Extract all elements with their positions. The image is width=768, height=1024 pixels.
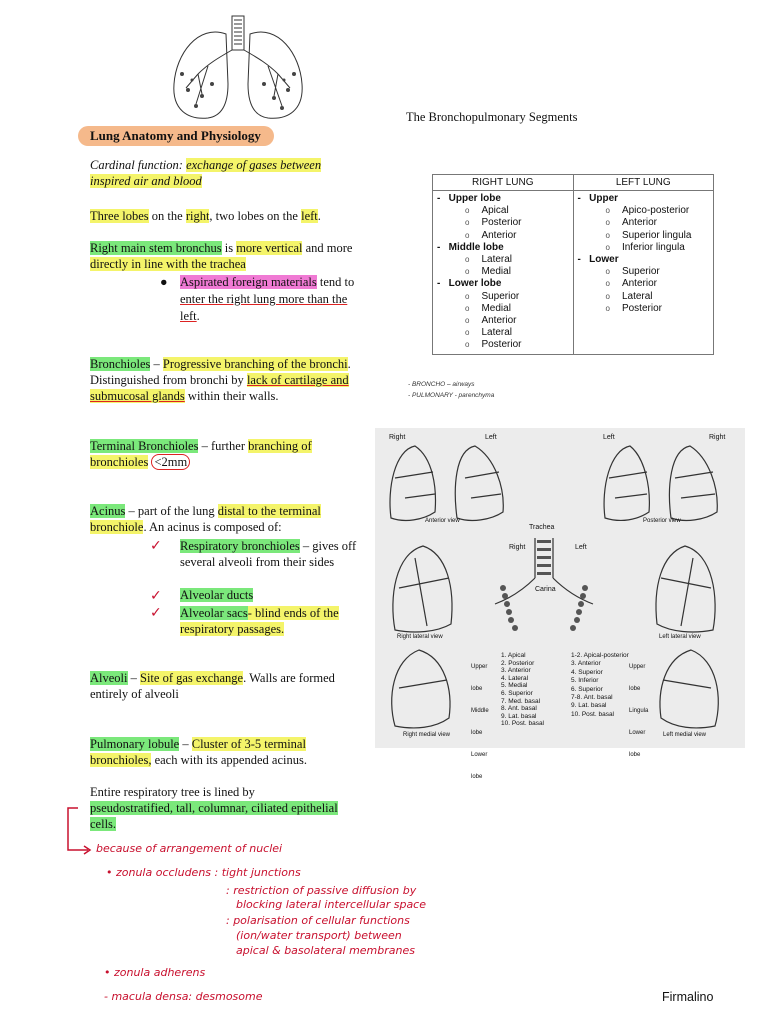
ac-p3: distal to the terminal bronchiole <box>90 504 321 534</box>
rb-p2: is <box>221 241 237 255</box>
hand-l3: : restriction of passive diffusion by <box>226 884 417 897</box>
right-lobe: - Middle lobe <box>437 241 504 253</box>
left-lobe-upper: Upper <box>589 193 619 204</box>
legend-item: 3. Anterior <box>501 667 531 675</box>
lobes-text <box>90 208 360 224</box>
rb-p1: Right main stem bronchus <box>90 241 222 255</box>
lobes-p6: . <box>317 209 321 223</box>
br-p4: . Distinguished from bronchi by <box>90 357 351 387</box>
rb-bullet1: Aspirated foreign materials <box>180 275 317 289</box>
lobes-p3: right <box>185 209 210 223</box>
ln-p2: pseudostratified, tall, columnar, ciliated epithelial cells. <box>90 801 338 831</box>
lb-p2: – <box>179 737 192 751</box>
legend-lobe: Lower lobe <box>471 752 488 780</box>
ac-item3b: - blind ends of the respiratory passages. <box>180 606 339 636</box>
legend-item: 4. Lateral <box>501 674 529 682</box>
segment-item: o Apico-posterior <box>578 205 710 217</box>
bronchioles-text <box>90 356 360 404</box>
segments-diagram <box>375 428 745 780</box>
bracket-arrow <box>60 800 100 860</box>
right-lung-cell <box>433 191 574 355</box>
ac-p2: – part of the lung <box>125 504 218 518</box>
left-lung-header: LEFT LUNG <box>573 175 714 191</box>
diagram-label-left-lateral: Left lateral view <box>659 634 701 640</box>
segment-item: o Anterior <box>437 230 569 242</box>
right-lobe: - Upper lobe <box>437 193 501 204</box>
diagram-label-posterior: Posterior view <box>643 518 681 524</box>
acinus-item-2 <box>180 587 253 603</box>
hand-l9: - macula densa: desmosome <box>104 990 263 1003</box>
legend-item: 6. Superior <box>571 685 603 693</box>
rb-p5: directly in line with the trachea <box>90 257 246 271</box>
segment-item: o Lateral <box>437 327 569 339</box>
hand-l1: because of arrangement of nuclei <box>96 842 283 855</box>
legend-lobe: Lingula <box>629 708 649 714</box>
note-broncho: - BRONCHO – airways <box>408 381 475 388</box>
lung-illustration <box>168 14 308 126</box>
legend-item: 1. Apical <box>501 652 526 659</box>
hand-l6: (ion/water transport) between <box>236 929 402 942</box>
al-p4: . Walls are formed entirely of alveoli <box>90 671 335 701</box>
legend-right-lobes <box>471 656 497 788</box>
hand-l5: : polarisation of cellular functions <box>226 914 410 927</box>
right-bronchus-text <box>90 240 360 272</box>
segment-item: o Anterior <box>437 315 569 327</box>
diagram-label-mid-right: Right <box>509 544 526 551</box>
segment-item: o Posterior <box>437 339 569 351</box>
lb-p4: each with its appended acinus. <box>151 753 307 767</box>
bullet-dot: ● <box>160 275 168 289</box>
hand-l4: blocking lateral intercellular space <box>236 898 427 911</box>
signature: Firmalino <box>662 990 714 1004</box>
diagram-label-right-lateral: Right lateral view <box>397 634 443 640</box>
segment-item: o Medial <box>437 303 569 315</box>
br-p3: Progressive branching of the bronchi <box>162 357 348 371</box>
lobes-p5: left <box>301 209 318 223</box>
left-lobe-lower: Lower <box>589 254 619 266</box>
cardinal-text: exchange of gases between inspired air and blood <box>90 158 322 188</box>
al-p3: Site of gas exchange <box>140 671 244 685</box>
ac-item3a: Alveolar sacs <box>180 606 248 620</box>
left-lung-cell <box>573 191 714 355</box>
lobule-text <box>90 736 360 768</box>
acinus-text <box>90 503 360 535</box>
br-p2: – <box>150 357 163 371</box>
diagram-drawing <box>375 428 745 748</box>
diagram-label-right: Right <box>389 434 406 441</box>
legend-item: 5. Medial <box>501 682 528 690</box>
ln-p1: Entire respiratory tree is lined by <box>90 785 255 799</box>
diagram-label-right-2: Right <box>709 434 726 441</box>
page-title: Lung Anatomy and Physiology <box>90 128 261 143</box>
lb-p1: Pulmonary lobule <box>90 737 180 751</box>
left-lobe: - Lower <box>577 254 619 266</box>
legend-left <box>571 652 629 719</box>
hand-l7: apical & basolateral membranes <box>236 944 415 957</box>
legend-item: 6. Superior <box>501 689 533 697</box>
right-lung-list <box>437 193 569 352</box>
lobes-p1: Three lobes <box>90 209 149 223</box>
legend-right <box>501 652 544 728</box>
diagram-label-right-medial: Right medial view <box>403 732 451 738</box>
segment-item: o Superior <box>437 291 569 303</box>
rb-bullet3: enter the right lung more than the left <box>180 292 348 323</box>
segment-item: o Superior <box>578 266 710 278</box>
right-lobe: - Lower lobe <box>437 278 502 290</box>
note-pulmonary: - PULMONARY - parenchyma <box>408 392 495 399</box>
cardinal-label: Cardinal function: <box>90 158 183 172</box>
legend-item: 10. Post. basal <box>571 710 614 718</box>
cardinal-function <box>90 157 360 189</box>
legend-lobe: Middle lobe <box>471 708 489 736</box>
segment-item: o Lateral <box>437 254 569 266</box>
diagram-label-left-medial: Left medial view <box>663 732 707 738</box>
legend-item: 10. Post. basal <box>501 720 544 728</box>
legend-item: 5. Inferior <box>571 677 599 685</box>
segment-item: o Posterior <box>437 217 569 229</box>
segment-item: o Posterior <box>578 303 710 315</box>
diagram-label-left: Left <box>485 434 497 441</box>
right-lobe-lower: Lower lobe <box>448 278 502 290</box>
segment-item: o Medial <box>437 266 569 278</box>
br-p5: lack of cartilage and submucosal glands <box>90 373 349 403</box>
rb-bullet4: . <box>196 309 200 323</box>
segment-item: o Lateral <box>578 291 710 303</box>
diagram-label-mid-left: Left <box>575 544 587 551</box>
segments-title: The Bronchopulmonary Segments <box>406 110 578 124</box>
lobes-p2: on the <box>148 209 186 223</box>
rb-p3: more vertical <box>236 241 303 255</box>
legend-item: 1-2. Apical-posterior <box>571 652 629 659</box>
diagram-label-carina: Carina <box>535 586 556 593</box>
rb-bullet2: tend to <box>316 275 355 289</box>
ac-p1: Acinus <box>90 504 126 518</box>
left-lung-list <box>578 193 710 315</box>
legend-item: 8. Ant. basal <box>501 705 537 713</box>
legend-item: 4. Superior <box>571 668 603 676</box>
right-lung-header: RIGHT LUNG <box>433 175 574 191</box>
legend-lobe: Upper lobe <box>629 664 646 692</box>
br-p6: within their walls. <box>184 389 279 403</box>
lining-text <box>90 784 340 832</box>
legend-item: 9. Lat. basal <box>501 712 537 720</box>
diagram-label-anterior: Anterior view <box>425 518 460 524</box>
alveoli-text <box>90 670 360 702</box>
tb-p3: branching of bronchioles <box>90 439 312 469</box>
segment-item: o Anterior <box>578 278 710 290</box>
tb-p4: <2mm <box>151 454 190 470</box>
lb-p3: Cluster of 3-5 terminal bronchioles, <box>90 737 306 767</box>
check-mark-2: ✓ <box>150 588 162 604</box>
legend-lobe: Upper lobe <box>471 664 488 692</box>
legend-item: 3. Anterior <box>571 660 601 668</box>
check-mark-1: ✓ <box>150 538 162 554</box>
legend-item: 7-8. Ant. basal <box>571 694 613 702</box>
diagram-label-trachea: Trachea <box>529 524 555 531</box>
lobes-p4: , two lobes on the <box>209 209 302 223</box>
segment-item: o Anterior <box>578 217 710 229</box>
terminal-text <box>90 438 360 470</box>
right-lobe-upper: Upper lobe <box>448 193 501 204</box>
acinus-item-1 <box>180 538 362 570</box>
ac-p4: . An acinus is composed of: <box>143 520 282 534</box>
tb-p2: – further <box>198 439 249 453</box>
ac-item1b: – gives off several alveoli from their sides <box>180 539 357 569</box>
segment-item: o Inferior lingula <box>578 242 710 254</box>
diagram-label-left-2: Left <box>603 434 615 441</box>
check-mark-3: ✓ <box>150 605 162 621</box>
tb-p1: Terminal Bronchioles <box>90 439 199 453</box>
legend-item: 2. Posterior <box>501 659 535 667</box>
hand-l8: • zonula adherens <box>104 966 206 979</box>
left-lobe: - Upper <box>577 193 619 204</box>
al-p2: – <box>127 671 140 685</box>
rb-p4: and more <box>302 241 353 255</box>
legend-left-lobes <box>629 656 657 766</box>
segment-item: o Apical <box>437 205 569 217</box>
segments-table <box>432 174 714 355</box>
right-bronchus-bullet <box>180 274 362 325</box>
ac-item2: Alveolar ducts <box>180 588 254 602</box>
legend-lobe: Lower lobe <box>629 730 646 758</box>
legend-item: 7. Med. basal <box>501 697 541 705</box>
hand-l2: • zonula occludens : tight junctions <box>106 866 301 879</box>
legend-item: 9. Lat. basal <box>571 702 607 710</box>
right-lobe-middle: Middle lobe <box>448 241 504 253</box>
al-p1: Alveoli <box>90 671 128 685</box>
acinus-item-3 <box>180 605 362 637</box>
segment-item: o Superior lingula <box>578 230 710 242</box>
br-p1: Bronchioles <box>90 357 151 371</box>
ac-item1a: Respiratory bronchioles <box>180 539 300 553</box>
